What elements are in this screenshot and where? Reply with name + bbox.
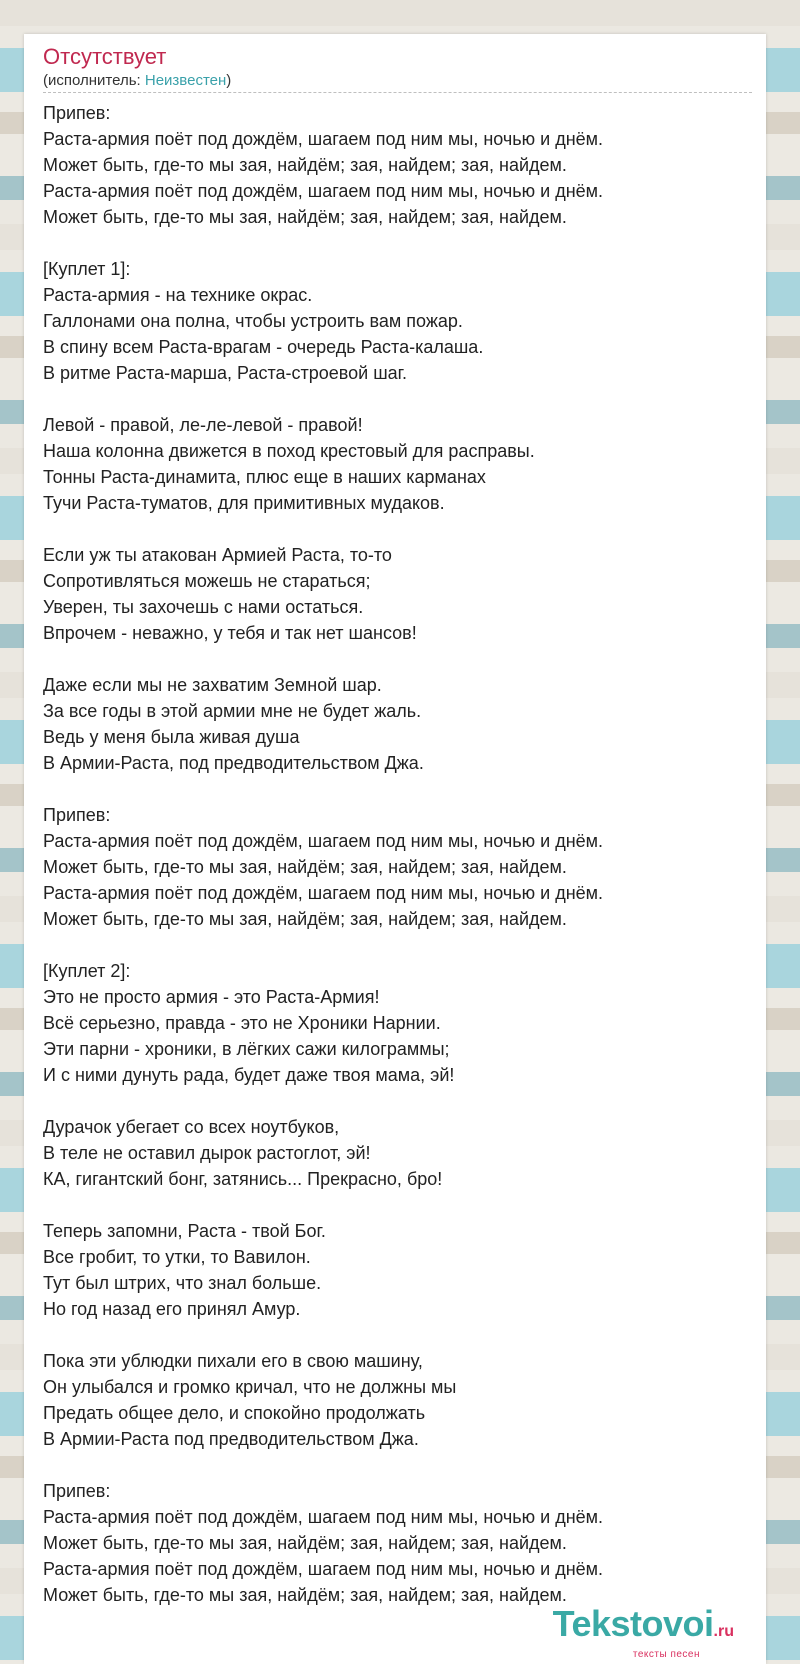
artist-prefix: (исполнитель: bbox=[43, 72, 145, 89]
artist-line bbox=[43, 72, 231, 90]
title-divider bbox=[43, 92, 752, 93]
artist-suffix: ) bbox=[226, 72, 232, 89]
logo-brand: Tekstovoi bbox=[552, 1603, 714, 1644]
lyrics-card bbox=[24, 34, 766, 1664]
logo-wordmark bbox=[552, 1603, 734, 1650]
song-title: Отсутствует bbox=[43, 44, 167, 69]
lyrics-text: Припев: Раста-армия поёт под дождём, шагаем под ним мы, ночью и днём. Может быть, где-то мы зая, найдём; зая, найдем; зая, найдем. Раста-армия поёт под дождём, шагаем под ним мы, ночью и днём. Может быть, где-то мы зая, найдём; зая, найдем; зая, найдем. [Куплет 1]: Раста-армия - на технике окрас. Галлонами она полна, чтобы устроить вам пожар. В спину всем Раста-врагам - очередь Раста-калаша. В ритме Раста-марша, Раста-строевой шаг. Левой - правой, ле-ле-левой - правой! Наша колонна движется в поход крестовый для расправы. Тонны Раста-динамита, плюс еще в наших карманах Тучи Раста-туматов, для примитивных мудаков. Если уж ты атакован Армией Раста, то-то Сопротивляться можешь не стараться; Уверен, ты захочешь с нами остаться. Впрочем - неважно, у тебя и так нет шансов! Даже если мы не захватим Земной шар. За все годы в этой армии мне не будет жаль. Ведь у меня была живая душа В Армии-Раста, под предводительством Джа. Припев: Раста-армия поёт под дождём, шагаем под ним мы, ночью и днём. Может быть, где-то мы зая, найдём; зая, найдем; зая, найдем. Раста-армия поёт под дождём, шагаем под ним мы, ночью и днём. Может быть, где-то мы зая, найдём; зая, найдем; зая, найдем. [Куплет 2]: Это не просто армия - это Раста-Армия! Всё серьезно, правда - это не Хроники Нарнии. Эти парни - хроники, в лёгких сажи килограммы; И с ними дунуть рада, будет даже твоя мама, эй! Дурачок убегает со всех ноутбуков, В теле не оставил дырок растоглот, эй! КА, гигантский бонг, затянись... Прекрасно, бро! Теперь запомни, Раста - твой Бог. Все гробит, то утки, то Вавилон. Тут был штрих, что знал больше. Но год назад его принял Амур. Пока эти ублюдки пихали его в свою машину, Он улыбался и громко кричал, что не должны мы Предать общее дело, и спокойно продолжать В Армии-Раста под предводительством Джа. Припев: Раста-армия поёт под дождём, шагаем под ним мы, ночью и днём. Может быть, где-то мы зая, найдём; зая, найдем; зая, найдем. Раста-армия поёт под дождём, шагаем под ним мы, ночью и днём. Может быть, где-то мы зая, найдём; зая, найдем; зая, найдем. bbox=[43, 103, 604, 1605]
logo-tld: .ru bbox=[713, 1623, 734, 1640]
artist-link[interactable]: Неизвестен bbox=[144, 72, 227, 89]
logo-tagline: тексты песен bbox=[632, 1649, 700, 1660]
site-logo[interactable] bbox=[552, 1603, 734, 1660]
